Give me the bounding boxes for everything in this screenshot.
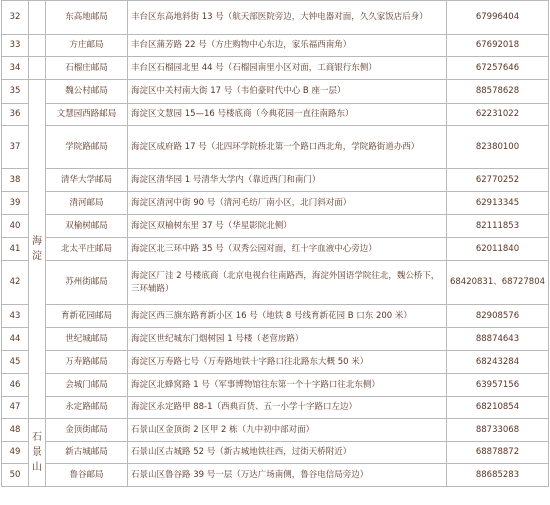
office-phone: 82908576 bbox=[447, 305, 549, 328]
row-number: 48 bbox=[2, 419, 29, 442]
office-name: 会城门邮局 bbox=[46, 374, 128, 397]
post-office-table bbox=[1, 0, 549, 487]
row-number: 33 bbox=[2, 35, 29, 57]
table-row bbox=[2, 305, 549, 328]
office-address: 海淀区万寿路七号（万寿路地铁十字路口往北路东大概 50 米） bbox=[128, 351, 447, 374]
office-name: 鲁谷邮局 bbox=[46, 464, 128, 487]
table-row bbox=[2, 464, 549, 487]
office-address: 海淀区北蜂窝路 1 号（军事博物馆往东第一个十字路口往北东侧） bbox=[128, 374, 447, 397]
table-row bbox=[2, 215, 549, 238]
table-row bbox=[2, 261, 549, 305]
office-phone: 68243284 bbox=[447, 351, 549, 374]
row-number: 46 bbox=[2, 374, 29, 397]
office-phone: 67996404 bbox=[447, 1, 549, 35]
row-number: 43 bbox=[2, 305, 29, 328]
table-row bbox=[2, 328, 549, 351]
office-address: 丰台区蒲芳路 22 号（方庄购物中心东边，家乐福西南角） bbox=[128, 35, 447, 57]
office-phone: 62913345 bbox=[447, 192, 549, 215]
office-name: 魏公村邮局 bbox=[46, 80, 128, 104]
office-address: 海淀区成府路 17 号（北四环学院桥北第一个路口西北角，学院路街道办西） bbox=[128, 126, 447, 169]
office-name: 学院路邮局 bbox=[46, 126, 128, 169]
office-name: 方庄邮局 bbox=[46, 35, 128, 57]
office-address: 海淀区清华园 1 号清华大学内（靠近西门和南门） bbox=[128, 169, 447, 192]
office-address: 海淀区永定路甲 88-1（西典百货、五一小学十字路口左边） bbox=[128, 397, 447, 419]
office-address: 海淀区双榆树东里 37 号（华星影院北侧） bbox=[128, 215, 447, 238]
office-name: 新古城邮局 bbox=[46, 442, 128, 464]
office-name: 双榆树邮局 bbox=[46, 215, 128, 238]
table-row bbox=[2, 192, 549, 215]
office-phone: 68420831、68727804 bbox=[447, 261, 549, 305]
district-cell bbox=[29, 35, 46, 57]
table-row bbox=[2, 169, 549, 192]
office-phone: 68210854 bbox=[447, 397, 549, 419]
table-row bbox=[2, 35, 549, 57]
office-address: 石景山区金顶街 2 区甲 2 栋（九中初中部对面） bbox=[128, 419, 447, 442]
office-name: 永定路邮局 bbox=[46, 397, 128, 419]
office-phone: 67692018 bbox=[447, 35, 549, 57]
office-phone: 68878872 bbox=[447, 442, 549, 464]
office-name: 世纪城邮局 bbox=[46, 328, 128, 351]
office-phone: 88733068 bbox=[447, 419, 549, 442]
row-number: 40 bbox=[2, 215, 29, 238]
district-haidian: 海 淀 bbox=[29, 80, 46, 419]
table-row bbox=[2, 374, 549, 397]
table-row bbox=[2, 80, 549, 104]
table-row bbox=[2, 397, 549, 419]
office-name: 苏州街邮局 bbox=[46, 261, 128, 305]
office-address: 海淀区西三旗东路育新小区 16 号（地铁 8 号线育新花园 B 口东 200 米） bbox=[128, 305, 447, 328]
row-number: 44 bbox=[2, 328, 29, 351]
table-row bbox=[2, 104, 549, 126]
office-address: 石景山区鲁谷路 39 号一层（万达广场南侧，鲁谷电信局旁边） bbox=[128, 464, 447, 487]
row-number: 38 bbox=[2, 169, 29, 192]
district-cell bbox=[29, 1, 46, 35]
office-address: 海淀区文慧园 15—16 号楼底商（今典花园一直往南路东） bbox=[128, 104, 447, 126]
row-number: 42 bbox=[2, 261, 29, 305]
table-row bbox=[2, 1, 549, 35]
office-phone: 67257646 bbox=[447, 57, 549, 80]
office-phone: 63957156 bbox=[447, 374, 549, 397]
row-number: 39 bbox=[2, 192, 29, 215]
office-phone: 62011840 bbox=[447, 238, 549, 261]
office-name: 育新花园邮局 bbox=[46, 305, 128, 328]
table-row bbox=[2, 126, 549, 169]
office-name: 金顶街邮局 bbox=[46, 419, 128, 442]
table-row bbox=[2, 351, 549, 374]
row-number: 45 bbox=[2, 351, 29, 374]
table-row bbox=[2, 442, 549, 464]
row-number: 49 bbox=[2, 442, 29, 464]
office-phone: 62770252 bbox=[447, 169, 549, 192]
row-number: 36 bbox=[2, 104, 29, 126]
table-row bbox=[2, 57, 549, 80]
row-number: 35 bbox=[2, 80, 29, 104]
office-name: 文慧园西路邮局 bbox=[46, 104, 128, 126]
district-shijingshan: 石 景 山 bbox=[29, 419, 46, 487]
row-number: 50 bbox=[2, 464, 29, 487]
office-address: 海淀区中关村南大街 17 号（韦伯豪时代中心 B 座一层） bbox=[128, 80, 447, 104]
district-cell bbox=[29, 57, 46, 80]
office-address: 海淀区世纪城东门烟树园 1 号楼（老营房路） bbox=[128, 328, 447, 351]
row-number: 47 bbox=[2, 397, 29, 419]
office-name: 东高地邮局 bbox=[46, 1, 128, 35]
office-phone: 88874643 bbox=[447, 328, 549, 351]
office-name: 石榴庄邮局 bbox=[46, 57, 128, 80]
office-phone: 88578628 bbox=[447, 80, 549, 104]
office-name: 清河邮局 bbox=[46, 192, 128, 215]
row-number: 32 bbox=[2, 1, 29, 35]
office-phone: 82380100 bbox=[447, 126, 549, 169]
office-name: 万寿路邮局 bbox=[46, 351, 128, 374]
office-address: 丰台区东高地斜街 13 号（航天部医院旁边，大钟电器对面，久久家饭店后身） bbox=[128, 1, 447, 35]
office-address: 石景山区古城路 52 号（新古城地铁往西，过街天桥附近） bbox=[128, 442, 447, 464]
row-number: 37 bbox=[2, 126, 29, 169]
office-address: 海淀区清河中街 90 号（清河毛纺厂南小区，北门斜对面） bbox=[128, 192, 447, 215]
table-row bbox=[2, 238, 549, 261]
office-phone: 62231022 bbox=[447, 104, 549, 126]
row-number: 34 bbox=[2, 57, 29, 80]
row-number: 41 bbox=[2, 238, 29, 261]
office-phone: 82111853 bbox=[447, 215, 549, 238]
table-row bbox=[2, 419, 549, 442]
office-address: 海淀区北三环中路 35 号（双秀公园对面，红十字血液中心旁边） bbox=[128, 238, 447, 261]
office-address: 海淀区厂洼 2 号楼底商（北京电视台往南路西，海淀外国语学院往北，魏公桥下，三环辅路） bbox=[128, 261, 447, 305]
office-address: 丰台区石榴园北里 44 号（石榴园南里小区对面，工商银行东侧） bbox=[128, 57, 447, 80]
office-name: 北太平庄邮局 bbox=[46, 238, 128, 261]
office-name: 清华大学邮局 bbox=[46, 169, 128, 192]
office-phone: 88685283 bbox=[447, 464, 549, 487]
